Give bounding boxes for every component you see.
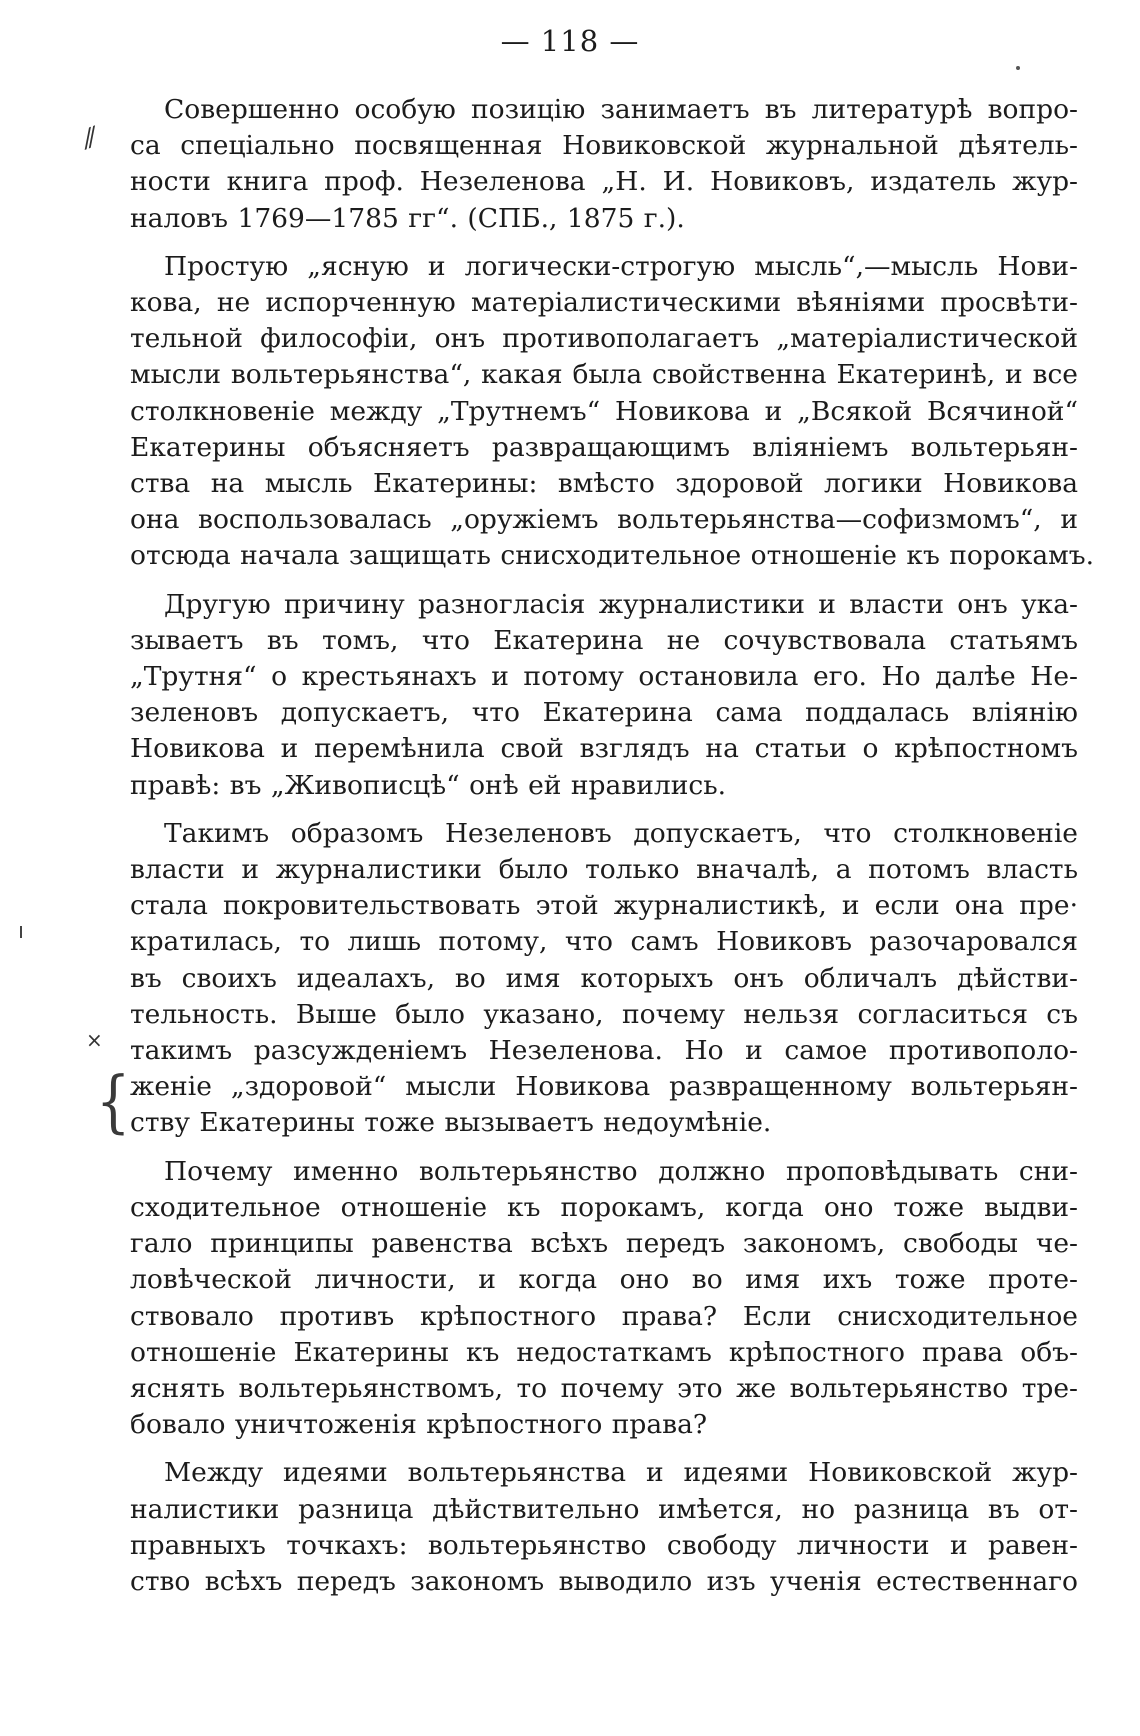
text-line: гало принципы равенства всѣхъ передъ закономъ, свободы че- [130,1228,1078,1260]
text-line: женіе „здоровой“ мысли Новикова развращенному вольтерьян- [130,1071,1078,1103]
text-line: мысли вольтерьянства“, какая была свойственна Екатеринѣ, и все [130,359,1078,391]
text-line: ства на мысль Екатерины: вмѣсто здоровой логики Новикова [130,468,1078,500]
text-line: тельной философіи, онъ противополагаетъ „матеріалистической [130,323,1078,355]
text-line: налистики разница дѣйствительно имѣется, но разница въ от- [130,1493,1078,1525]
text-line: кова, не испорченную матеріалистическими вѣяніями просвѣти- [130,287,1078,319]
margin-dot-mark [1016,66,1020,70]
text-line: такимъ разсужденіемъ Незеленова. Но и самое противополо- [130,1035,1078,1067]
text-line: она воспользовалась „оружіемъ вольтерьянства—софизмомъ“, и [130,504,1078,536]
text-line: власти и журналистики было только вначалѣ, а потомъ власть [130,854,1078,886]
text-line: „Трутня“ о крестьянахъ и потому остановила его. Но далѣе Не- [130,661,1078,693]
text-line: Екатерины объясняетъ развращающимъ вліяніемъ вольтерьян- [130,431,1078,463]
paragraph-5 [130,1154,1078,1444]
text-line: Почему именно вольтерьянство должно проповѣдывать сни- [164,1155,1078,1187]
paragraph-1 [130,92,1078,237]
margin-brace-mark: { [96,1062,131,1141]
text-line: Новикова и перемѣнила свой взглядъ на статьи о крѣпостномъ [130,733,1078,765]
text-line: правныхъ точкахъ: вольтерьянство свободу личности и равен- [130,1529,1078,1561]
paragraph-4 [130,816,1078,1142]
text-line: ности книга проф. Незеленова „Н. И. Новиковъ, издатель жур- [130,166,1078,198]
text-line: ству Екатерины тоже вызываетъ недоумѣніе. [130,1107,772,1139]
paragraph-3 [130,587,1078,804]
body-text [130,92,1095,1612]
paragraph-2 [130,249,1095,575]
text-line: зеленовъ допускаетъ, что Екатерина сама поддалась вліянію [130,697,1078,729]
text-line: зываетъ въ томъ, что Екатерина не сочувствовала статьямъ [130,624,1078,656]
margin-tick-mark [20,926,22,938]
text-line: тельность. Выше было указано, почему нельзя согласиться съ [130,998,1078,1030]
text-line: ство всѣхъ передъ закономъ выводило изъ ученія естественнаго [130,1565,1078,1597]
text-line: правѣ: въ „Живописцѣ“ онѣ ей нравились. [130,769,727,801]
text-line: Такимъ образомъ Незеленовъ допускаетъ, что столкновеніе [164,817,1078,849]
text-line: сходительное отношеніе къ порокамъ, когда оно тоже выдви- [130,1191,1078,1223]
text-line: отсюда начала защищать снисходительное отношеніе къ порокамъ. [130,540,1095,572]
text-line: Другую причину разногласія журналистики и власти онъ ука- [164,588,1078,620]
text-line: са спеціально посвященная Новиковской журнальной дѣятель- [130,130,1078,162]
text-line: стала покровительствовать этой журналистикѣ, и если она пре· [130,890,1078,922]
text-line: Простую „ясную и логически-строгую мысль“,—мысль Нови- [164,250,1078,282]
text-line: ловѣческой личности, и когда оно во имя ихъ тоже проте- [130,1264,1078,1296]
text-line: наловъ 1769—1785 гг“. (СПБ., 1875 г.). [130,202,685,234]
text-line: Совершенно особую позицію занимаетъ въ литературѣ вопро- [164,94,1078,125]
text-line: ствовало противъ крѣпостного права? Если снисходительное [130,1300,1078,1332]
margin-slash-mark: ⁄⁄ [81,123,100,155]
paragraph-6 [130,1455,1078,1600]
text-line: яснять вольтерьянствомъ, то почему это же вольтерьянство тре- [130,1372,1078,1404]
text-line: кратилась, то лишь потому, что самъ Новиковъ разочаровался [130,926,1078,958]
text-line: въ своихъ идеалахъ, во имя которыхъ онъ обличалъ дѣйстви- [130,962,1078,994]
margin-x-mark: × [86,1028,103,1052]
text-line: отношеніе Екатерины къ недостаткамъ крѣпостного права объ- [130,1336,1078,1368]
text-line: столкновеніе между „Трутнемъ“ Новикова и „Всякой Всячиной“ [130,395,1078,427]
page-number: — 118 — [500,24,640,58]
text-line: бовало уничтоженія крѣпостного права? [130,1409,708,1441]
text-line: Между идеями вольтерьянства и идеями Новиковской жур- [164,1457,1078,1489]
